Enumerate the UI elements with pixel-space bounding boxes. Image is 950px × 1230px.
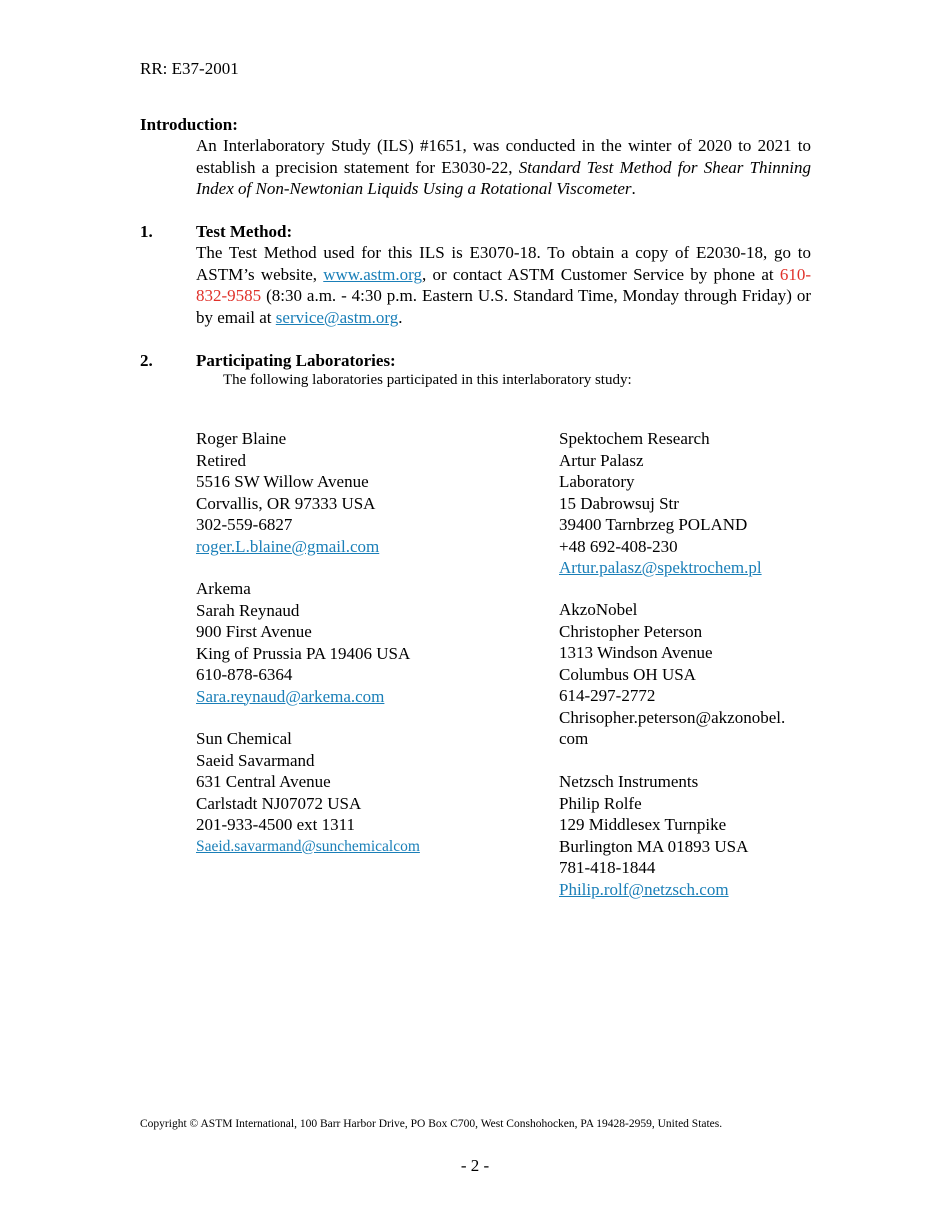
- standard-title: Standard Test Method for Shear Thinning Index of Non-Newtonian Liquids Using a Rotational Viscometer: [196, 157, 811, 198]
- lab-entry-roger-blaine: [196, 428, 379, 557]
- service-email-link[interactable]: service@astm.org: [275, 307, 399, 327]
- lab-name: Spektochem Research: [559, 429, 710, 448]
- lab-email-line-2: com: [559, 729, 589, 748]
- lab-email-link[interactable]: Sara.reynaud@arkema.com: [196, 686, 385, 706]
- lab-name: Netzsch Instruments: [559, 772, 699, 791]
- lab-entry-netzsch: [559, 771, 748, 900]
- lab-entry-akzonobel: [559, 599, 785, 750]
- lab-phone: 781-418-1844: [559, 858, 656, 877]
- lab-contact: Philip Rolfe: [559, 793, 642, 813]
- lab-phone: 614-297-2772: [559, 686, 656, 705]
- lab-email-link[interactable]: Saeid.savarmand@sunchemicalcom: [196, 837, 420, 855]
- lab-city: Carlstadt NJ07072 USA: [196, 793, 362, 813]
- lab-phone: +48 692-408-230: [559, 536, 678, 556]
- lab-address: 15 Dabrowsuj Str: [559, 493, 679, 513]
- intro-heading: Introduction:: [140, 115, 238, 134]
- lab-address: 900 First Avenue: [196, 622, 312, 641]
- lab-contact: Artur Palasz: [559, 450, 644, 470]
- lab-entry-spektochem: [559, 428, 762, 579]
- lab-address: 129 Middlesex Turnpike: [559, 815, 727, 834]
- lab-phone: 610-878-6364: [196, 665, 293, 684]
- lab-status: Retired: [196, 450, 247, 470]
- lab-name: AkzoNobel: [559, 600, 638, 619]
- lab-name: Roger Blaine: [196, 429, 287, 448]
- section-1-number: 1.: [140, 222, 153, 241]
- lab-email-link[interactable]: Artur.palasz@spektrochem.pl: [559, 558, 762, 577]
- lab-email-link[interactable]: roger.L.blaine@gmail.com: [196, 536, 380, 556]
- lab-contact: Sarah Reynaud: [196, 600, 300, 620]
- intro-text: An Interlaboratory Study (ILS) #1651, was conducted in the winter of 2020 to 2021 to establish a precision statement for E3030-22,: [196, 136, 811, 177]
- section-1-text-b: , or contact ASTM Customer Service by phone at: [421, 264, 780, 284]
- astm-website-link[interactable]: www.astm.org: [323, 264, 422, 284]
- page-number: - 2 -: [460, 1156, 490, 1175]
- document-id: RR: E37-2001: [140, 59, 239, 78]
- customer-service-phone: 610-832-9585: [196, 264, 812, 305]
- lab-city: Burlington MA 01893 USA: [559, 836, 749, 856]
- section-1-text-c: (8:30 a.m. - 4:30 p.m. Eastern U.S. Standard Time, Monday through Friday) or by email at: [196, 286, 811, 327]
- lab-city: 39400 Tarnbrzeg POLAND: [559, 515, 748, 534]
- lab-email-line-1: Chrisopher.peterson@akzonobel.: [559, 707, 786, 727]
- lab-city: King of Prussia PA 19406 USA: [196, 643, 411, 663]
- lab-contact: Saeid Savarmand: [196, 750, 315, 770]
- lab-name: Arkema: [196, 579, 251, 598]
- lab-name: Sun Chemical: [196, 729, 292, 748]
- section-1-title: Test Method:: [196, 222, 293, 241]
- intro-paragraph: [196, 135, 811, 200]
- intro-text-end: .: [631, 179, 636, 198]
- lab-phone: 302-559-6827: [196, 515, 293, 534]
- section-2-intro: The following laboratories participated in this interlaboratory study:: [223, 372, 632, 388]
- lab-entry-arkema: [196, 578, 410, 707]
- lab-address: 1313 Windson Avenue: [559, 643, 713, 662]
- copyright-footer: Copyright © ASTM International, 100 Barr Harbor Drive, PO Box C700, West Conshohocken, PA 19428-2959, United States.: [140, 1118, 723, 1130]
- lab-phone: 201-933-4500 ext 1311: [196, 815, 355, 834]
- lab-department: Laboratory: [559, 472, 635, 491]
- section-2-title: Participating Laboratories:: [196, 351, 396, 370]
- section-1-text-a: The Test Method used for this ILS is E3070-18. To obtain a copy of E2030-18, go to ASTM’s website,: [196, 243, 811, 284]
- section-2-number: 2.: [140, 351, 153, 370]
- lab-address: 5516 SW Willow Avenue: [196, 472, 369, 491]
- lab-email-link[interactable]: Philip.rolf@netzsch.com: [559, 879, 729, 899]
- section-1-paragraph: [196, 242, 811, 328]
- lab-city: Corvallis, OR 97333 USA: [196, 493, 376, 513]
- lab-city: Columbus OH USA: [559, 664, 696, 684]
- lab-address: 631 Central Avenue: [196, 772, 331, 791]
- section-1-text-d: .: [398, 307, 403, 327]
- lab-entry-sun-chemical: [196, 728, 420, 857]
- lab-contact: Christopher Peterson: [559, 621, 703, 641]
